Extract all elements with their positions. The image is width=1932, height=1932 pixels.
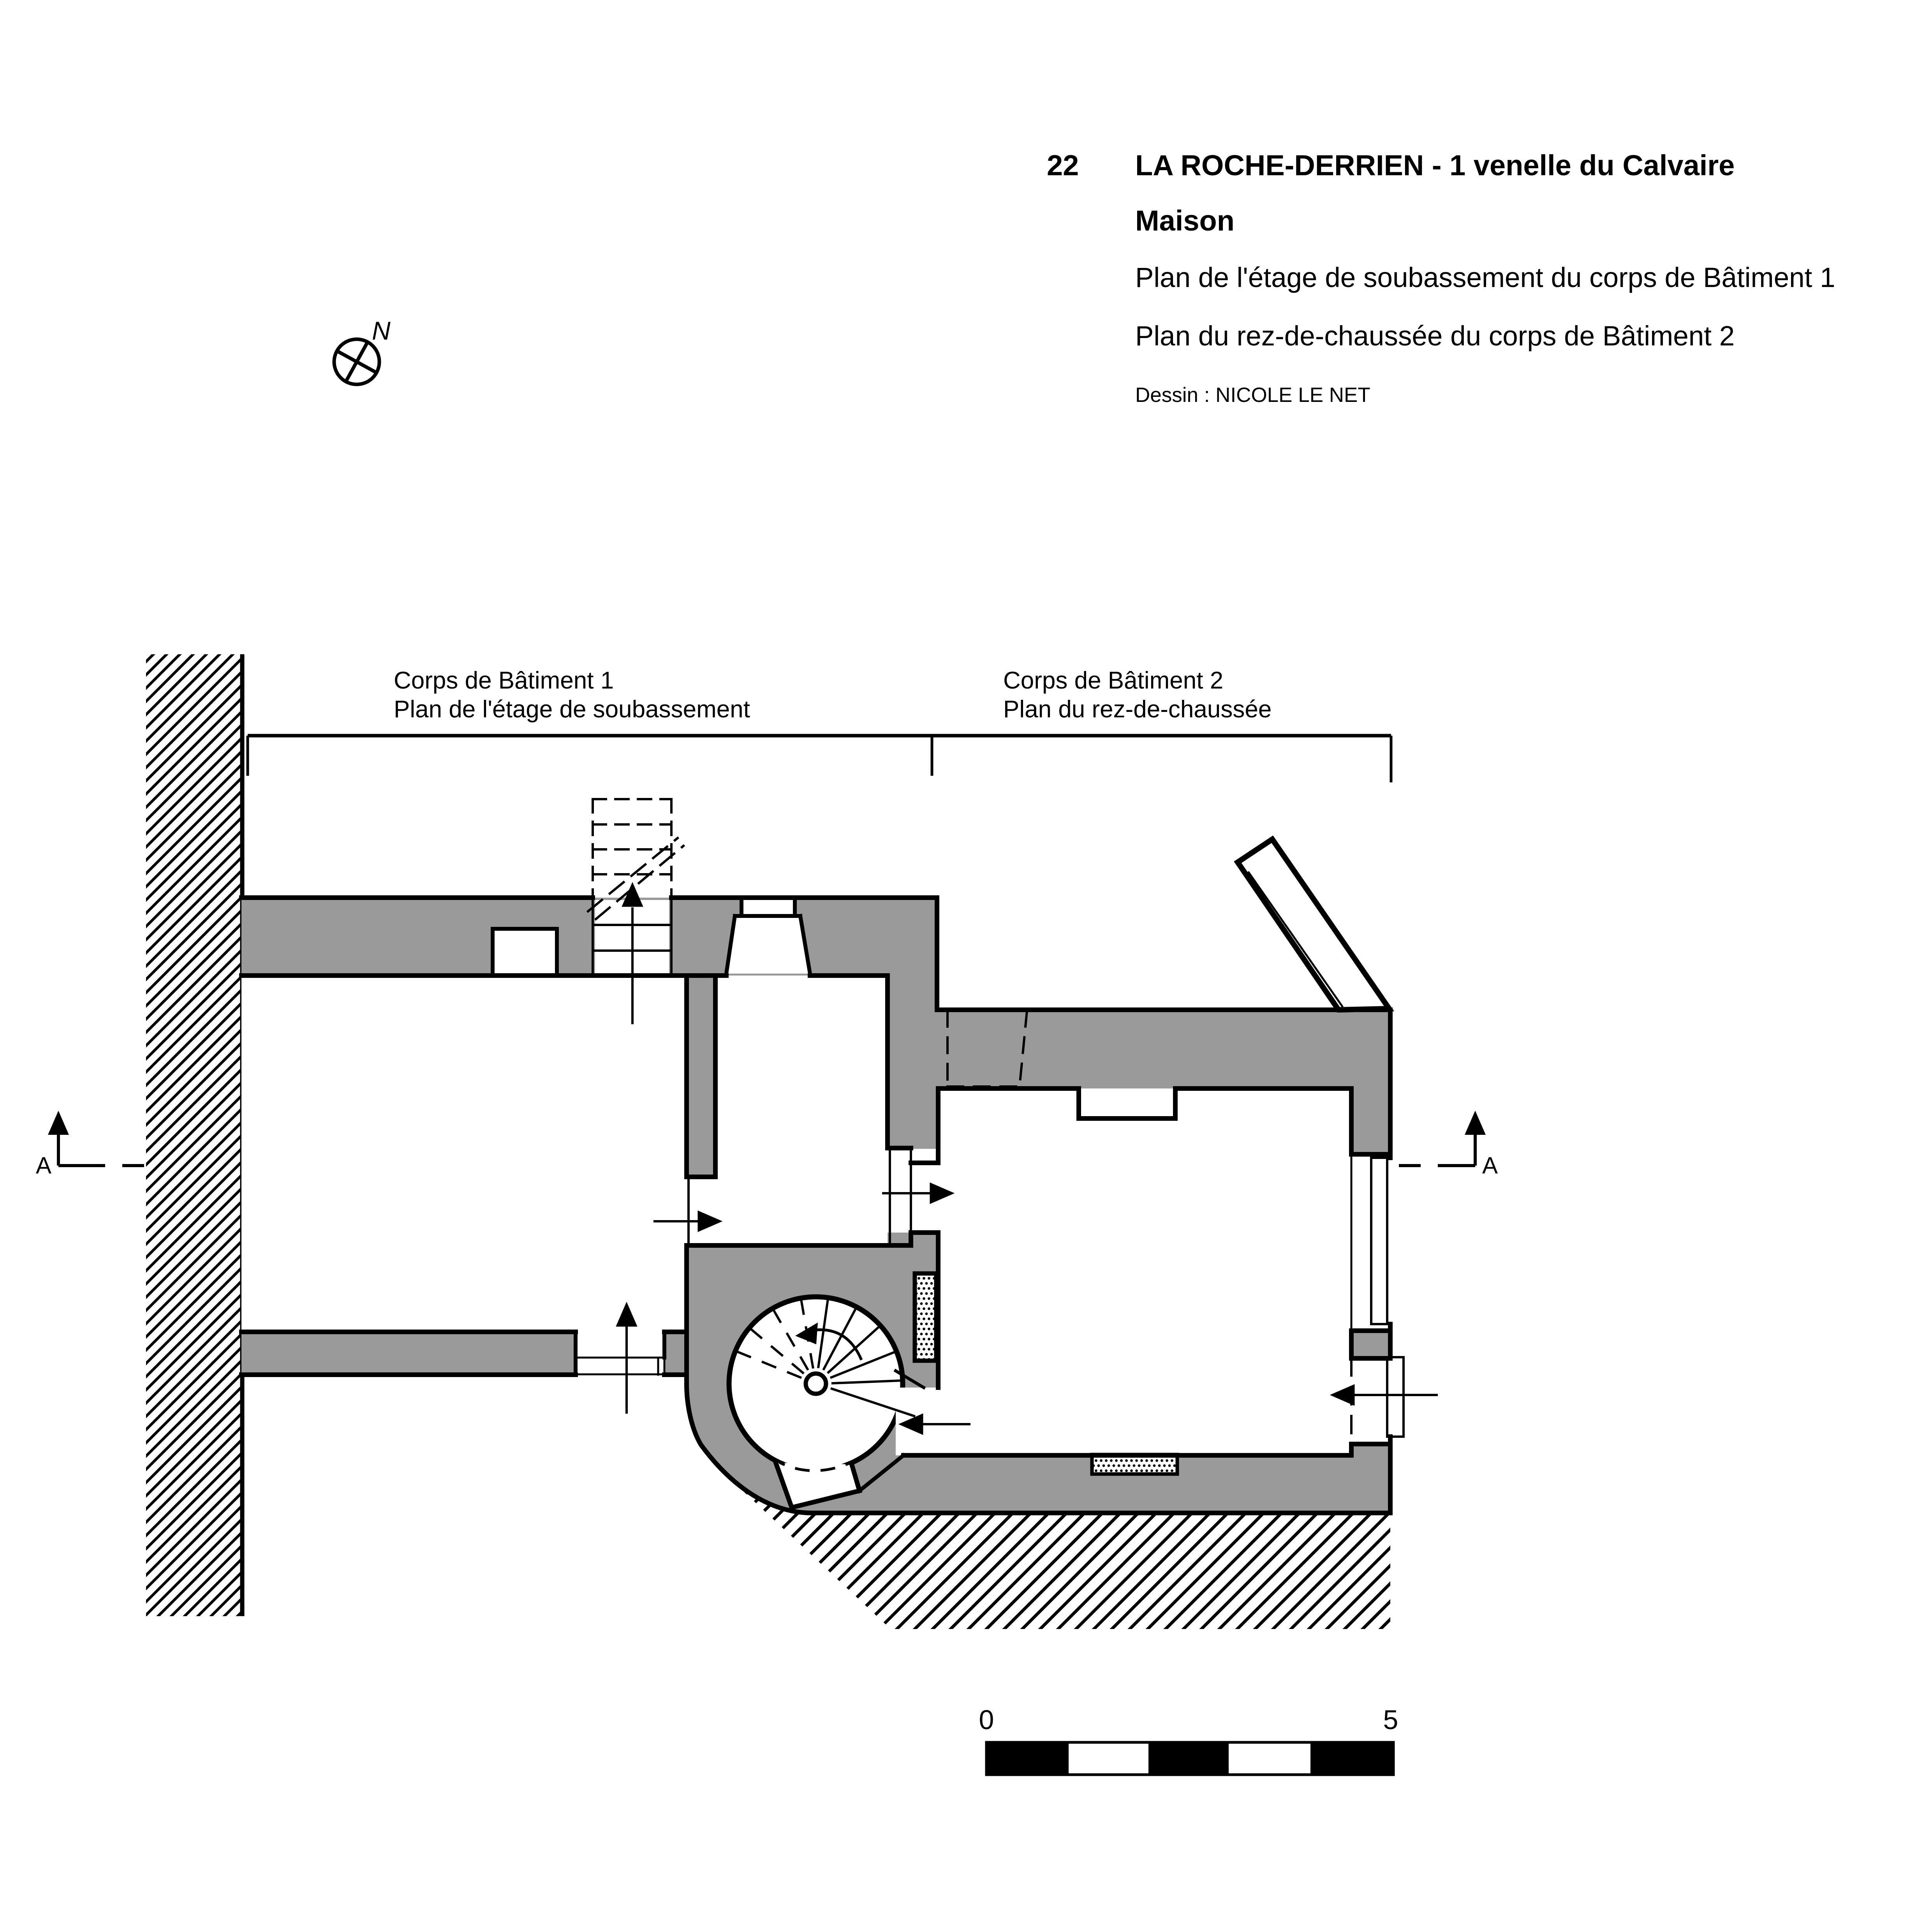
wall-niche [493, 929, 557, 976]
figure-number: 22 [1047, 149, 1079, 181]
door-b1-south-opening [576, 1332, 664, 1375]
section-label-left: A [35, 1152, 52, 1178]
room-building1-small [715, 976, 888, 1245]
section-label-right: A [1482, 1152, 1498, 1178]
party-wall-hatched [146, 654, 242, 1616]
sheet-title: LA ROCHE-DERRIEN - 1 venelle du Calvaire [1135, 149, 1735, 181]
wing2-label-line1: Corps de Bâtiment 2 [1003, 667, 1224, 694]
door-b2-east-opening [1351, 1358, 1390, 1444]
room-building2 [938, 1088, 1351, 1455]
scale-end-label: 5 [1383, 1705, 1398, 1735]
plan-description-2: Plan du rez-de-chaussée du corps de Bâtiment 2 [1135, 321, 1735, 352]
north-label: N [372, 316, 391, 345]
scale-start-label: 0 [979, 1705, 994, 1735]
building-name: Maison [1135, 204, 1235, 237]
credit-line: Dessin : NICOLE LE NET [1135, 384, 1370, 407]
wing1-label-line2: Plan de l'étage de soubassement [394, 696, 750, 723]
newel-post [806, 1374, 826, 1394]
door-partition-opening [687, 1177, 715, 1245]
wing1-label-line1: Corps de Bâtiment 1 [394, 667, 614, 694]
room-building1-main [241, 976, 687, 1332]
wing2-label-line2: Plan du rez-de-chaussée [1003, 696, 1272, 723]
plan-description-1: Plan de l'étage de soubassement du corps de Bâtiment 1 [1135, 262, 1835, 293]
